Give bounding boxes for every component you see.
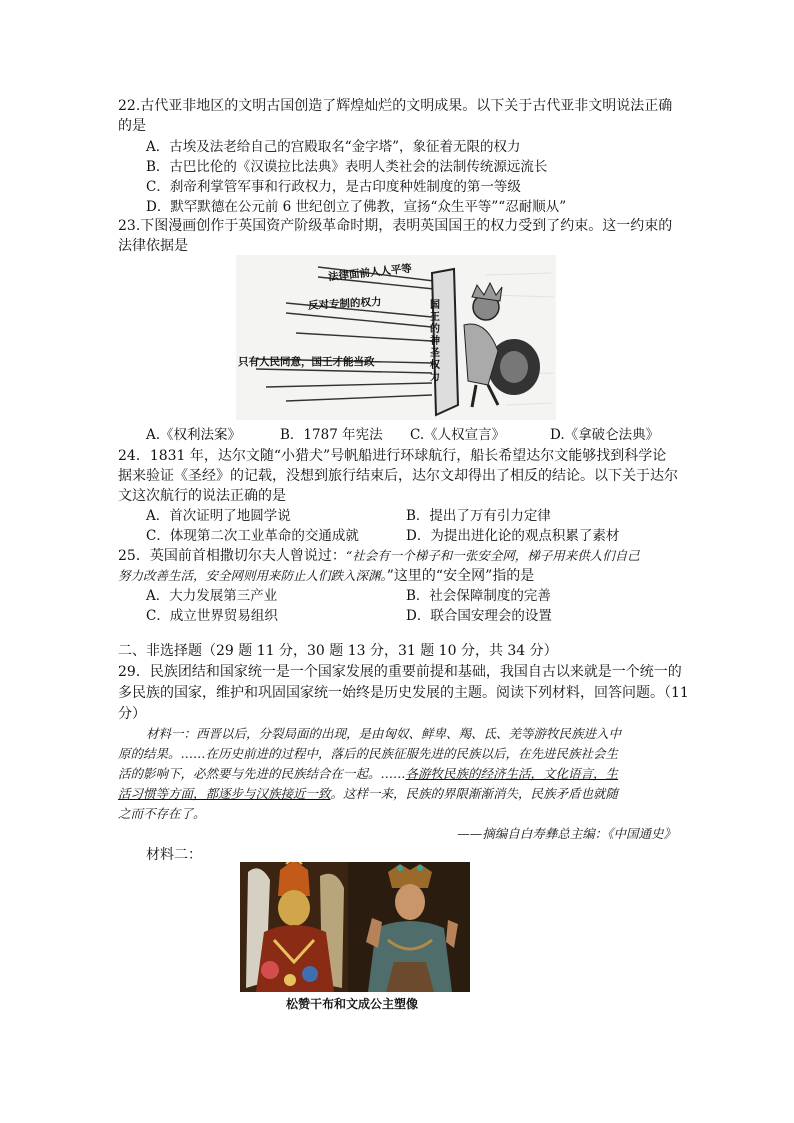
photo-caption: 松赞干布和文成公主塑像 [285, 997, 418, 1011]
q22-option-a: A．古埃及法老给自己的宫殿取名“金字塔”，象征着无限的权力 [146, 139, 521, 155]
q24-option-b: B．提出了万有引力定律 [406, 508, 551, 524]
cartoon-label-equality: 法律面前人人平等 [327, 262, 413, 284]
q24-stem-cont2: 文这次航行的说法正确的是 [118, 488, 286, 504]
cartoon-label-consent: 只有人民同意，国王才能当政 [238, 356, 375, 368]
q24-option-d: D．为提出进化论的观点积累了素材 [406, 528, 620, 544]
material1-line2: 原的结果。……在历史前进的过程中，落后的民族征服先进的民族以后，在先进民族社会生 [118, 746, 619, 761]
q23-stem: 23.下图漫画创作于英国资产阶级革命时期，表明英国国王的权力受到了约束。这一约束的 [118, 218, 673, 234]
material1-line3-text: 活的影响下，必然要与先进的民族结合在一起。…… [118, 766, 406, 781]
q25-stem-question: ”这里的“安全网”指的是 [386, 568, 535, 584]
q25-quote-part1: “社会有一个梯子和一张安全网，梯子用来供人们自己 [345, 548, 640, 563]
q22-option-c: C．刹帝利掌管军事和行政权力，是古印度种姓制度的第一等级 [146, 179, 521, 195]
material1-line1: 材料一：西晋以后，分裂局面的出现，是由匈奴、鲜卑、羯、氐、羌等游牧民族进入中 [146, 726, 622, 741]
material2-label: 材料二： [146, 847, 202, 863]
material1-line3 [118, 764, 618, 784]
section-heading: 二、非选择题（29 题 11 分，30 题 13 分，31 题 10 分，共 34 分） [118, 643, 558, 659]
q22-stem: 22.古代亚非地区的文明古国创造了辉煌灿烂的文明成果。以下关于古代亚非文明说法正确 [118, 98, 673, 114]
q29-stem-cont2: 分） [118, 706, 146, 722]
q25-option-a: A．大力发展第三产业 [146, 588, 278, 604]
q29-stem: 29．民族团结和国家统一是一个国家发展的重要前提和基础，我国自古以来就是一个统一的 [118, 664, 682, 680]
q25-option-b: B．社会保障制度的完善 [406, 588, 551, 604]
q22-option-d: D．默罕默德在公元前 6 世纪创立了佛教，宣扬“众生平等”“忍耐顺从” [146, 199, 567, 215]
q24-option-a: A．首次证明了地圆学说 [146, 508, 291, 524]
cartoon-label-anti-tyranny: 反对专制的权力 [307, 296, 382, 312]
material1-line4-text: 。这样一来，民族的界限渐渐消失，民族矛盾也就随 [330, 786, 619, 801]
q23-option-a: A.《权利法案》 [146, 427, 242, 443]
songtsen-gampo-statue-photo [240, 862, 348, 992]
material1-line4 [118, 784, 618, 804]
q24-option-c: C．体现第二次工业革命的交通成就 [146, 528, 359, 544]
q24-stem: 24．1831 年，达尔文随“小猎犬”号帆船进行环球航行，船长希望达尔文能够找到科学论 [118, 448, 667, 464]
q23-option-b: B．1787 年宪法 [280, 427, 383, 443]
q25-quote-part2: 努力改善生活，安全网则用来防止人们跌入深渊。 [118, 568, 387, 583]
q25-stem-intro: 25．英国前首相撒切尔夫人曾说过： [118, 548, 346, 564]
material1-source: ——摘编自白寿彝总主编：《中国通史》 [457, 826, 676, 841]
q25-stem-cont [118, 566, 534, 586]
material1-line5: 之而不存在了。 [118, 806, 206, 821]
q23-option-c: C.《人权宣言》 [410, 427, 506, 443]
material1-underlined-2: 活习惯等方面，都逐步与汉族接近一致 [118, 786, 331, 801]
q25-stem [118, 546, 640, 566]
q25-option-d: D．联合国安理会的设置 [406, 608, 552, 624]
princess-wencheng-statue-photo [348, 862, 470, 992]
q24-stem-cont: 据来验证《圣经》的记载，没想到旅行结束后，达尔文却得出了相反的结论。以下关于达尔 [118, 468, 678, 484]
q29-stem-cont: 多民族的国家，维护和巩固国家统一始终是历史发展的主题。阅读下列材料，回答问题。（11 [118, 685, 689, 701]
q22-stem-cont: 的是 [118, 118, 146, 134]
q25-option-c: C．成立世界贸易组织 [146, 608, 278, 624]
material1-underlined-1: 各游牧民族的经济生活，文化语言，生 [405, 766, 619, 781]
q23-stem-cont: 法律依据是 [118, 238, 188, 254]
q23-option-d: D.《拿破仑法典》 [550, 427, 660, 443]
cartoon-shield-label: 国王的神圣权力 [430, 300, 440, 383]
q22-option-b: B．古巴比伦的《汉谟拉比法典》表明人类社会的法制传统源远流长 [146, 159, 548, 175]
